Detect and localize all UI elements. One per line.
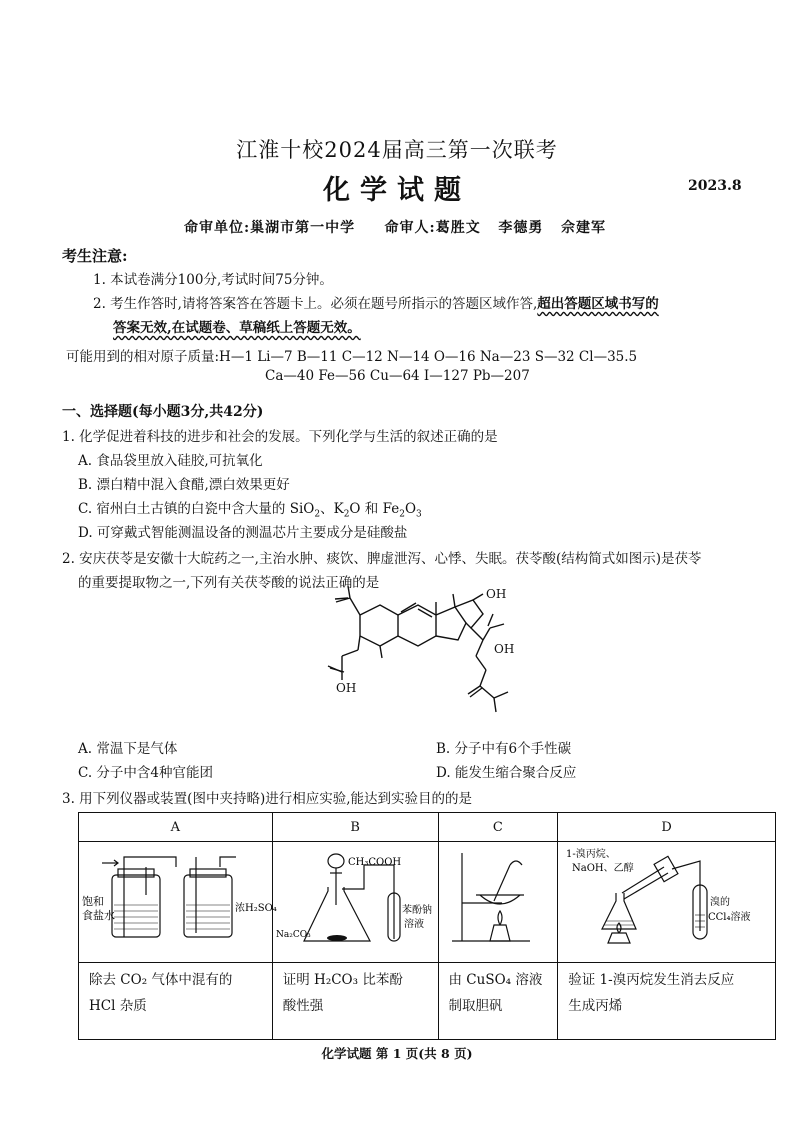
- label-conc-h2so4: 浓H₂SO₄: [235, 903, 278, 914]
- poricoic-acid-structure: [318, 588, 518, 716]
- caption-c: 由 CuSO₄ 溶液 制取胆矾: [438, 963, 558, 1040]
- q2-stem-2: 的重要提取物之一,下列有关茯苓酸的说法正确的是: [78, 575, 380, 591]
- caption-a: 除去 CO₂ 气体中混有的 HCl 杂质: [79, 963, 273, 1040]
- col-header-c: C: [438, 813, 558, 842]
- q2-option-a: A. 常温下是气体: [78, 741, 178, 757]
- oh-label-cooh: OH: [494, 642, 515, 656]
- q3-stem: 3. 用下列仪器或装置(图中夹持略)进行相应实验,能达到实验目的的是: [62, 791, 472, 807]
- q1-stem: 1. 化学促进着科技的进步和社会的发展。下列化学与生活的叙述正确的是: [62, 429, 498, 445]
- q2-option-b: B. 分子中有6个手性碳: [436, 741, 572, 757]
- atomic-masses-line-1: 可能用到的相对原子质量:H—1 Li—7 B—11 C—12 N—14 O—16 Na—23 S—32 Cl—35.5: [66, 349, 638, 365]
- page-footer: 化学试题 第 1 页(共 8 页): [321, 1046, 473, 1061]
- elimination-setup: [560, 845, 774, 955]
- evaporation-setup: [440, 845, 556, 955]
- q2-option-c: C. 分子中含4种官能团: [78, 765, 214, 781]
- notice-item-2-b: 超出答题区域书写的: [537, 296, 659, 312]
- label-sodium-phenoxide-1: 苯酚钠: [402, 905, 433, 916]
- notice-heading: 考生注意:: [62, 247, 128, 265]
- q1-option-c: C. 宿州白土古镇的白瓷中含大量的 SiO$_2$、$K_2O$ 和 $Fe_2O_3$: [78, 501, 422, 520]
- label-1-bromopropane: 1-溴丙烷、: [565, 849, 616, 860]
- label-na2co3: Na₂CO₃: [276, 930, 311, 940]
- notice-item-2: [93, 292, 659, 312]
- section-heading: 一、选择题(每小题3分,共42分): [62, 404, 264, 420]
- label-bromine-2: CCl₄溶液: [707, 912, 751, 923]
- notice-item-2-a: 2. 考生作答时,请将答案答在答题卡上。必须在题号所指示的答题区域作答,: [93, 296, 538, 312]
- q3-apparatus-table: [78, 812, 776, 1040]
- apparatus-b: [272, 842, 438, 963]
- label-ch3cooh: CH₃COOH: [348, 857, 402, 868]
- subject-title: 化学试题: [323, 175, 471, 206]
- apparatus-c: [438, 842, 558, 963]
- q2-stem-1: 2. 安庆茯苓是安徽十大皖药之一,主治水肿、痰饮、脾虚泄泻、心悸、失眠。茯苓酸(结构简式如图示)是茯苓: [62, 551, 702, 567]
- label-sodium-phenoxide-2: 溶液: [404, 919, 425, 930]
- col-header-b: B: [272, 813, 438, 842]
- caption-b: 证明 H₂CO₃ 比苯酚 酸性强: [272, 963, 438, 1040]
- exam-date: 2023.8: [688, 178, 742, 194]
- setter-info: 命审单位:巢湖市第一中学 命审人:葛胜文 李德勇 佘建军: [184, 220, 606, 236]
- col-header-d: D: [558, 813, 776, 842]
- q1-option-d: D. 可穿戴式智能测温设备的测温芯片主要成分是硅酸盐: [78, 525, 408, 541]
- apparatus-d: [558, 842, 776, 963]
- apparatus-a: [79, 842, 278, 963]
- oh-label-top: OH: [486, 587, 507, 601]
- q1-option-b: B. 漂白精中混入食醋,漂白效果更好: [78, 477, 290, 493]
- label-bromine-1: 溴的: [709, 897, 730, 908]
- atomic-masses-line-2: Ca—40 Fe—56 Cu—64 I—127 Pb—207: [265, 368, 530, 384]
- col-header-a: A: [79, 813, 273, 842]
- caption-d: 验证 1-溴丙烷发生消去反应 生成丙烯: [558, 963, 776, 1040]
- q2-option-d: D. 能发生缩合聚合反应: [436, 765, 577, 781]
- notice-item-2-c: 答案无效,在试题卷、草稿纸上答题无效。: [113, 320, 361, 336]
- label-naoh-ethanol: NaOH、乙醇: [571, 863, 634, 874]
- q1-option-a: A. 食品袋里放入硅胶,可抗氧化: [78, 453, 263, 469]
- label-saturated-brine-2: 食盐水: [82, 909, 116, 922]
- gas-washing-bottles: [80, 845, 278, 955]
- notice-item-1: 1. 本试卷满分100分,考试时间75分钟。: [93, 272, 333, 288]
- acid-strength-setup: [274, 845, 436, 955]
- exam-title: 江淮十校2024届高三第一次联考: [236, 138, 558, 162]
- label-saturated-brine-1: 饱和: [82, 895, 105, 908]
- oh-label-chain: OH: [336, 681, 357, 695]
